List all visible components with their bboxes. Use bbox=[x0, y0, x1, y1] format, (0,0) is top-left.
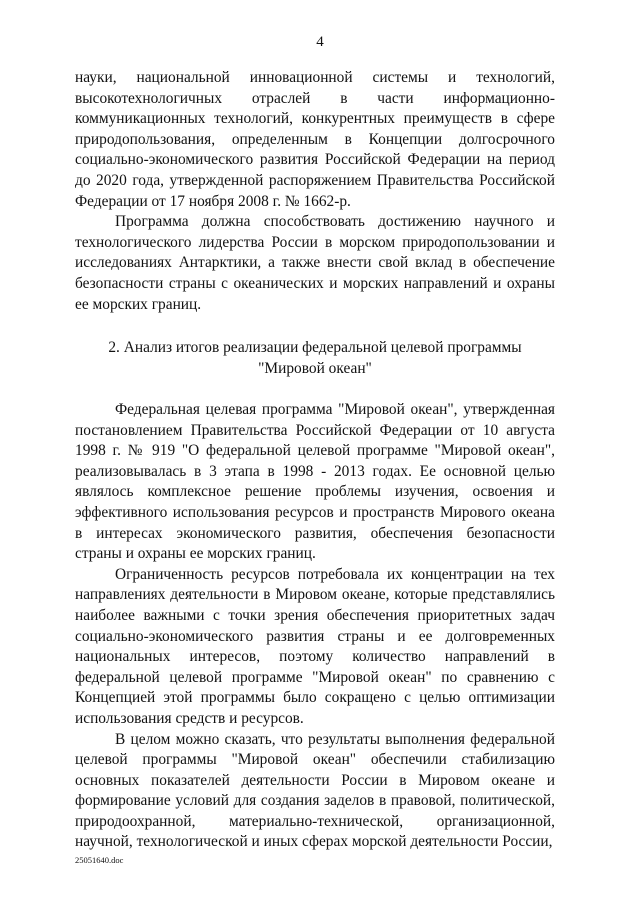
paragraph-continuation: науки, национальной инновационной системы и технологий, высокотехнологичных отраслей в части информационно-коммуникационных технологий, конкурентных преимуществ в сфере природопользования, определенным в Концепции долгосрочного социально-экономического развития Российской Федерации на период до 2020 года, утвержденной распоряжением Правительства Российской Федерации от 17 ноября 2008 г. № 1662-р. bbox=[75, 69, 555, 210]
page-number: 4 bbox=[316, 34, 324, 50]
top-text-block bbox=[75, 68, 555, 315]
document-file-code: 25051640.doc bbox=[75, 855, 124, 865]
section-heading bbox=[75, 338, 555, 379]
section-heading-line-1: 2. Анализ итогов реализации федеральной целевой программы bbox=[108, 339, 522, 356]
section-text-block bbox=[75, 400, 555, 853]
paragraph-program-goal: Программа должна способствовать достижению научного и технологического лидерства России в морском природопользовании и исследованиях Антарктики, а также внести свой вклад в обеспечение безопасности страны с океанических и морских направлений и охраны ее морских границ. bbox=[75, 213, 555, 313]
paragraph-resource-limits: Ограниченность ресурсов потребовала их концентрации на тех направлениях деятельности в Мировом океане, которые представлялись наиболее важными с точки зрения обеспечения приоритетных задач социально-экономического развития страны и ее долговременных национальных интересов, поэтому количество направлений в федеральной целевой программе "Мировой океан" по сравнению с Концепцией этой программы было сокращено с целью оптимизации использования средств и ресурсов. bbox=[75, 565, 555, 727]
paragraph-program-overview: Федеральная целевая программа "Мировой океан", утвержденная постановлением Правительства Российской Федерации от 10 августа 1998 г. № 919 "О федеральной целевой программе "Мировой океан", реализовывалась в 3 этапа в 1998 - 2013 годах. Ее основной целью являлось комплексное решение проблемы изучения, освоения и эффективного использования ресурсов и пространств Мирового океана в интересах экономического развития, обеспечения безопасности страны и охраны ее морских границ. bbox=[75, 401, 555, 563]
paragraph-results: В целом можно сказать, что результаты выполнения федеральной целевой программы "Мировой океан" обеспечили стабилизацию основных показателей деятельности России в Мировом океане и формирование условий для создания заделов в правовой, политической, природоохранной, материально-технической, организационной, научной, технологической и иных сферах морской деятельности России, bbox=[75, 730, 555, 851]
section-heading-line-2: "Мировой океан" bbox=[258, 359, 372, 377]
